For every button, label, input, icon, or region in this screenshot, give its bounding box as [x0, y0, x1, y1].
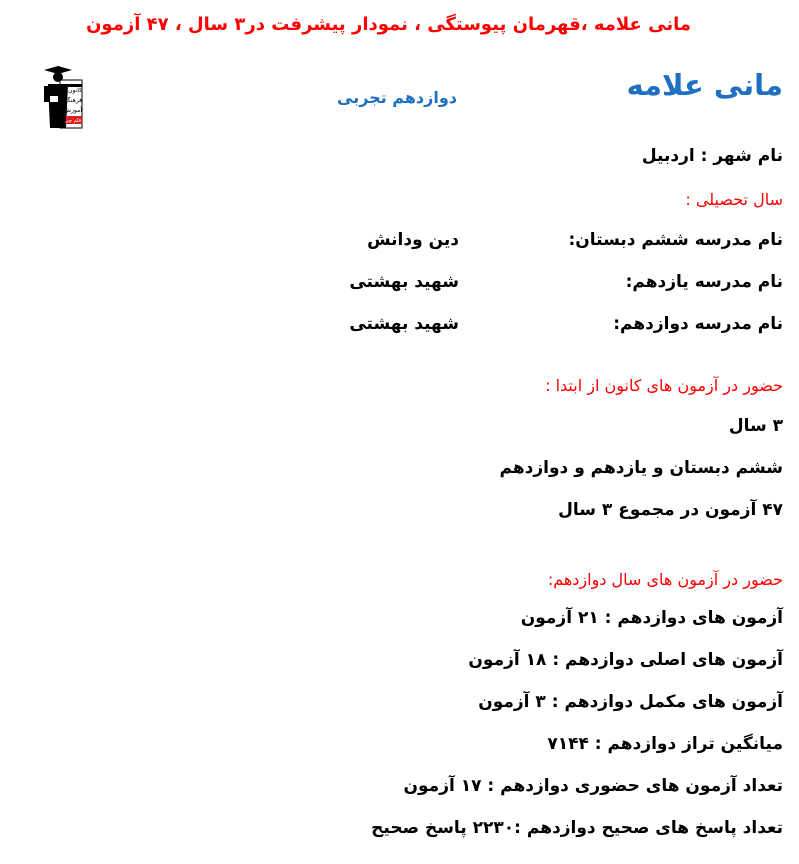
school-label-sixth: نام مدرسه ششم دبستان:: [568, 230, 783, 250]
school-label-twelfth: نام مدرسه دوازدهم:: [613, 314, 783, 334]
twelfth-average-score: میانگین تراز دوازدهم : ۷۱۴۴: [547, 734, 783, 754]
attendance-since-start-label: حضور در آزمون های کانون از ابتدا :: [545, 376, 783, 395]
attendance-grades: ششم دبستان و یازدهم و دوازدهم: [499, 458, 783, 478]
svg-text:کانون: کانون: [68, 87, 82, 94]
school-value-twelfth: شهید بهشتی: [349, 314, 459, 334]
svg-text:فرهنگی: فرهنگی: [62, 97, 82, 104]
twelfth-supplementary-exams: آزمون های مکمل دوازدهم : ۳ آزمون: [478, 692, 783, 712]
svg-text:آموزش: آموزش: [63, 107, 82, 114]
twelfth-main-exams: آزمون های اصلی دوازدهم : ۱۸ آزمون: [468, 650, 783, 670]
attendance-years: ۳ سال: [728, 416, 783, 436]
school-value-sixth: دین ودانش: [367, 230, 459, 250]
page-title: مانی علامه ،قهرمان پیوستگی ، نمودار پیشرفت در۳ سال ، ۴۷ آزمون: [86, 14, 691, 35]
school-label-eleventh: نام مدرسه یازدهم:: [625, 272, 783, 292]
school-value-eleventh: شهید بهشتی: [349, 272, 459, 292]
academic-year-label: سال تحصیلی :: [685, 190, 783, 209]
graduate-logo-icon: [38, 64, 100, 130]
city-line: نام شهر : اردبیل: [641, 146, 783, 166]
kanoon-logo: [38, 64, 100, 130]
student-name: مانی علامه: [626, 68, 783, 102]
attendance-twelfth-label: حضور در آزمون های سال دوازدهم:: [547, 570, 783, 589]
twelfth-in-person-exams: تعداد آزمون های حضوری دوازدهم : ۱۷ آزمون: [403, 776, 783, 796]
grade-label: دوازدهم تجربی: [337, 88, 457, 107]
attendance-total-exams: ۴۷ آزمون در مجموع ۳ سال: [558, 500, 783, 520]
svg-text:قلم چی: قلم چی: [64, 118, 81, 124]
twelfth-correct-answers: تعداد پاسخ های صحیح دوازدهم :۲۲۳۰ پاسخ صحیح: [371, 818, 783, 838]
twelfth-exams-count: آزمون های دوازدهم : ۲۱ آزمون: [520, 608, 783, 628]
